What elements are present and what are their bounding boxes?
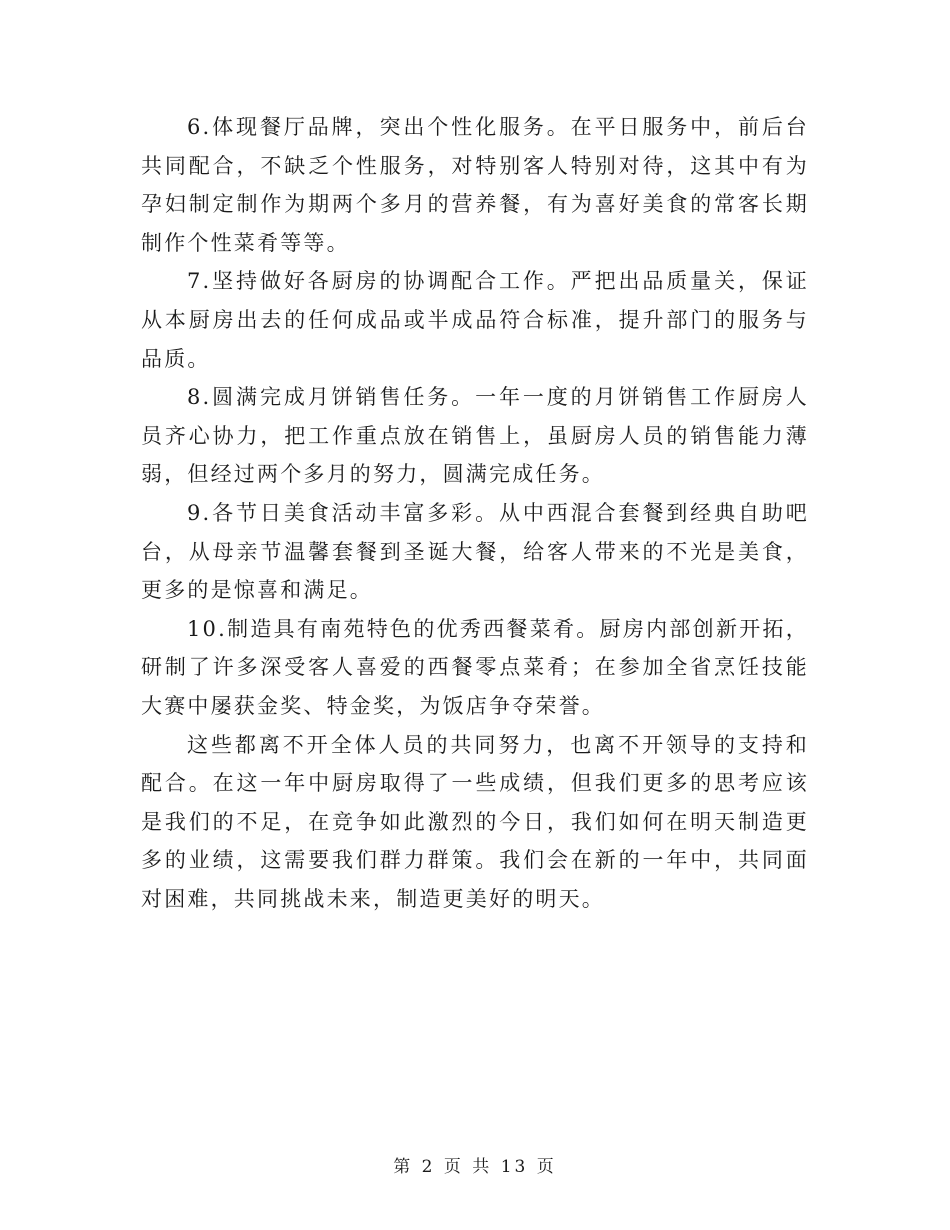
document-body xyxy=(141,108,809,918)
paragraph-item-6: 6.体现餐厅品牌，突出个性化服务。在平日服务中，前后台共同配合，不缺乏个性服务，对特别客人特别对待，这其中有为孕妇制定制作为期两个多月的营养餐，有为喜好美食的常客长期制作个性菜肴等等。 xyxy=(141,115,809,255)
paragraph-item-8: 8.圆满完成月饼销售任务。一年一度的月饼销售工作厨房人员齐心协力，把工作重点放在销售上，虽厨房人员的销售能力薄弱，但经过两个多月的努力，圆满完成任务。 xyxy=(141,385,809,487)
page-footer xyxy=(0,1152,950,1177)
paragraph-item-7: 7.坚持做好各厨房的协调配合工作。严把出品质量关，保证从本厨房出去的任何成品或半成品符合标准，提升部门的服务与品质。 xyxy=(141,269,809,371)
paragraph-item-10: 10.制造具有南苑特色的优秀西餐菜肴。厨房内部创新开拓，研制了许多深受客人喜爱的西餐零点菜肴；在参加全省烹饪技能大赛中屡获金奖、特金奖，为饭店争夺荣誉。 xyxy=(141,616,809,718)
paragraph-item-9: 9.各节日美食活动丰富多彩。从中西混合套餐到经典自助吧台，从母亲节温馨套餐到圣诞大餐，给客人带来的不光是美食，更多的是惊喜和满足。 xyxy=(141,500,809,603)
page-number-label: 第 2 页 共 13 页 xyxy=(393,1157,557,1177)
paragraph-conclusion: 这些都离不开全体人员的共同努力，也离不开领导的支持和配合。在这一年中厨房取得了一些成绩，但我们更多的思考应该是我们的不足，在竞争如此激烈的今日，我们如何在明天制造更多的业绩，这需要我们群力群策。我们会在新的一年中，共同面对困难，共同挑战未来，制造更美好的明天。 xyxy=(141,732,809,911)
